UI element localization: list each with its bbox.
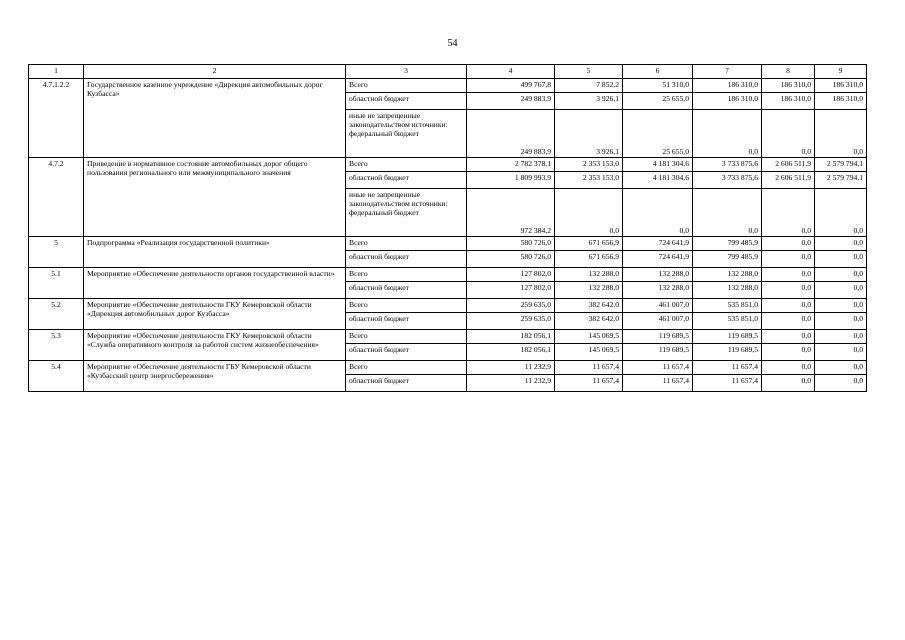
amount-cell: 11 232,9 bbox=[467, 375, 555, 392]
amount-cell: 0,0 bbox=[693, 110, 762, 158]
funding-source: Всего bbox=[346, 330, 467, 344]
table-row bbox=[29, 268, 867, 282]
amount-cell: 0,0 bbox=[762, 344, 815, 361]
amount-cell: 186 310,0 bbox=[762, 79, 815, 93]
amount-cell: 186 310,0 bbox=[762, 93, 815, 110]
amount-cell: 724 641,9 bbox=[623, 237, 693, 251]
row-title: Приведение в нормативное состояние автомобильных дорог общего пользования регионального или межмуниципального значения bbox=[84, 158, 346, 237]
amount-cell: 0,0 bbox=[815, 330, 867, 344]
amount-cell: 4 181 304,6 bbox=[623, 158, 693, 172]
amount-cell: 259 635,0 bbox=[467, 313, 555, 330]
amount-cell: 186 310,0 bbox=[693, 93, 762, 110]
amount-cell: 186 310,0 bbox=[693, 79, 762, 93]
amount-cell: 3 926,1 bbox=[555, 110, 623, 158]
amount-cell: 0,0 bbox=[762, 237, 815, 251]
amount-cell: 0,0 bbox=[815, 299, 867, 313]
amount-cell: 119 689,5 bbox=[693, 330, 762, 344]
table-row bbox=[29, 79, 867, 93]
amount-cell: 382 642,0 bbox=[555, 299, 623, 313]
amount-cell: 7 852,2 bbox=[555, 79, 623, 93]
table-row bbox=[29, 330, 867, 344]
column-header: 5 bbox=[555, 65, 623, 79]
amount-cell: 2 606 511,9 bbox=[762, 172, 815, 189]
amount-cell: 186 310,0 bbox=[815, 93, 867, 110]
row-code: 4.7.2 bbox=[29, 158, 84, 237]
funding-source: Всего bbox=[346, 268, 467, 282]
amount-cell: 0,0 bbox=[815, 237, 867, 251]
amount-cell: 11 657,4 bbox=[555, 361, 623, 375]
amount-cell: 132 288,0 bbox=[623, 268, 693, 282]
amount-cell: 580 726,0 bbox=[467, 237, 555, 251]
header-row bbox=[29, 65, 867, 79]
amount-cell: 25 655,0 bbox=[623, 110, 693, 158]
amount-cell: 249 883,9 bbox=[467, 93, 555, 110]
amount-cell: 119 689,5 bbox=[623, 330, 693, 344]
row-code: 5.3 bbox=[29, 330, 84, 361]
amount-cell: 580 726,0 bbox=[467, 251, 555, 268]
row-code: 5 bbox=[29, 237, 84, 268]
amount-cell: 535 851,0 bbox=[693, 313, 762, 330]
row-title: Мероприятие «Обеспечение деятельности органов государственной власти» bbox=[84, 268, 346, 299]
funding-source: иные не запрещенные законодательством источники: федеральный бюджет bbox=[346, 189, 467, 237]
table-row bbox=[29, 158, 867, 172]
amount-cell: 2 579 794,1 bbox=[815, 172, 867, 189]
amount-cell: 0,0 bbox=[762, 299, 815, 313]
amount-cell: 127 802,0 bbox=[467, 282, 555, 299]
amount-cell: 2 606 511,9 bbox=[762, 158, 815, 172]
amount-cell: 0,0 bbox=[815, 251, 867, 268]
row-title: Подпрограмма «Реализация государственной политики» bbox=[84, 237, 346, 268]
amount-cell: 132 288,0 bbox=[693, 268, 762, 282]
amount-cell: 51 310,0 bbox=[623, 79, 693, 93]
amount-cell: 145 069,5 bbox=[555, 344, 623, 361]
amount-cell: 0,0 bbox=[815, 344, 867, 361]
amount-cell: 3 733 875,6 bbox=[693, 172, 762, 189]
amount-cell: 0,0 bbox=[762, 251, 815, 268]
amount-cell: 11 657,4 bbox=[693, 361, 762, 375]
amount-cell: 186 310,0 bbox=[815, 79, 867, 93]
amount-cell: 182 056,1 bbox=[467, 330, 555, 344]
funding-source: областной бюджет bbox=[346, 282, 467, 299]
column-header: 6 bbox=[623, 65, 693, 79]
funding-source: областной бюджет bbox=[346, 313, 467, 330]
amount-cell: 0,0 bbox=[815, 268, 867, 282]
row-title: Мероприятие «Обеспечение деятельности ГБУ Кемеровской области «Кузбасский центр энергосбережения» bbox=[84, 361, 346, 392]
funding-source: Всего bbox=[346, 237, 467, 251]
row-code: 5.1 bbox=[29, 268, 84, 299]
row-title: Мероприятие «Обеспечение деятельности ГКУ Кемеровской области «Служба оперативного контроля за работой систем жизнеобеспечения» bbox=[84, 330, 346, 361]
amount-cell: 499 767,8 bbox=[467, 79, 555, 93]
amount-cell: 11 657,4 bbox=[623, 361, 693, 375]
amount-cell: 119 689,5 bbox=[623, 344, 693, 361]
amount-cell: 182 056,1 bbox=[467, 344, 555, 361]
amount-cell: 3 733 875,6 bbox=[693, 158, 762, 172]
row-title: Мероприятие «Обеспечение деятельности ГКУ Кемеровской области «Дирекция автомобильных дорог Кузбасса» bbox=[84, 299, 346, 330]
column-header: 4 bbox=[467, 65, 555, 79]
funding-source: Всего bbox=[346, 299, 467, 313]
amount-cell: 0,0 bbox=[762, 313, 815, 330]
funding-source: Всего bbox=[346, 79, 467, 93]
amount-cell: 0,0 bbox=[815, 110, 867, 158]
amount-cell: 799 485,9 bbox=[693, 237, 762, 251]
amount-cell: 132 288,0 bbox=[555, 268, 623, 282]
amount-cell: 132 288,0 bbox=[693, 282, 762, 299]
amount-cell: 0,0 bbox=[815, 282, 867, 299]
column-header: 8 bbox=[762, 65, 815, 79]
column-header: 2 bbox=[84, 65, 346, 79]
amount-cell: 0,0 bbox=[762, 268, 815, 282]
amount-cell: 0,0 bbox=[693, 189, 762, 237]
amount-cell: 2 782 378,1 bbox=[467, 158, 555, 172]
amount-cell: 671 656,9 bbox=[555, 237, 623, 251]
funding-source: областной бюджет bbox=[346, 251, 467, 268]
amount-cell: 382 642,0 bbox=[555, 313, 623, 330]
funding-source: областной бюджет bbox=[346, 172, 467, 189]
row-code: 4.7.1.2.2 bbox=[29, 79, 84, 158]
amount-cell: 0,0 bbox=[762, 282, 815, 299]
funding-source: иные не запрещенные законодательством источники: федеральный бюджет bbox=[346, 110, 467, 158]
amount-cell: 11 232,9 bbox=[467, 361, 555, 375]
table-row bbox=[29, 237, 867, 251]
amount-cell: 249 883,9 bbox=[467, 110, 555, 158]
page-number: 54 bbox=[447, 38, 458, 49]
table-row bbox=[29, 299, 867, 313]
amount-cell: 119 689,5 bbox=[693, 344, 762, 361]
funding-source: областной бюджет bbox=[346, 375, 467, 392]
amount-cell: 0,0 bbox=[815, 375, 867, 392]
funding-source: Всего bbox=[346, 361, 467, 375]
amount-cell: 127 802,0 bbox=[467, 268, 555, 282]
amount-cell: 0,0 bbox=[815, 361, 867, 375]
table-row bbox=[29, 361, 867, 375]
table-body bbox=[29, 65, 867, 392]
amount-cell: 461 007,0 bbox=[623, 313, 693, 330]
amount-cell: 461 007,0 bbox=[623, 299, 693, 313]
amount-cell: 11 657,4 bbox=[693, 375, 762, 392]
amount-cell: 2 353 153,0 bbox=[555, 158, 623, 172]
amount-cell: 132 288,0 bbox=[555, 282, 623, 299]
row-code: 5.2 bbox=[29, 299, 84, 330]
amount-cell: 724 641,9 bbox=[623, 251, 693, 268]
funding-source: областной бюджет bbox=[346, 344, 467, 361]
amount-cell: 0,0 bbox=[555, 189, 623, 237]
amount-cell: 671 656,9 bbox=[555, 251, 623, 268]
amount-cell: 535 851,0 bbox=[693, 299, 762, 313]
amount-cell: 145 069,5 bbox=[555, 330, 623, 344]
column-header: 3 bbox=[346, 65, 467, 79]
amount-cell: 799 485,9 bbox=[693, 251, 762, 268]
column-header: 1 bbox=[29, 65, 84, 79]
amount-cell: 132 288,0 bbox=[623, 282, 693, 299]
row-code: 5.4 bbox=[29, 361, 84, 392]
amount-cell: 0,0 bbox=[762, 110, 815, 158]
column-header: 9 bbox=[815, 65, 867, 79]
amount-cell: 0,0 bbox=[762, 330, 815, 344]
amount-cell: 4 181 304,6 bbox=[623, 172, 693, 189]
amount-cell: 259 635,0 bbox=[467, 299, 555, 313]
amount-cell: 2 579 794,1 bbox=[815, 158, 867, 172]
amount-cell: 0,0 bbox=[623, 189, 693, 237]
row-title: Государственное казенное учреждение «Дирекция автомобильных дорог Кузбасса» bbox=[84, 79, 346, 158]
amount-cell: 0,0 bbox=[815, 313, 867, 330]
amount-cell: 25 655,0 bbox=[623, 93, 693, 110]
column-header: 7 bbox=[693, 65, 762, 79]
funding-source: областной бюджет bbox=[346, 93, 467, 110]
amount-cell: 972 384,2 bbox=[467, 189, 555, 237]
amount-cell: 0,0 bbox=[815, 189, 867, 237]
amount-cell: 1 809 993,9 bbox=[467, 172, 555, 189]
amount-cell: 0,0 bbox=[762, 361, 815, 375]
amount-cell: 0,0 bbox=[762, 375, 815, 392]
funding-source: Всего bbox=[346, 158, 467, 172]
amount-cell: 11 657,4 bbox=[555, 375, 623, 392]
budget-table bbox=[28, 64, 867, 392]
amount-cell: 0,0 bbox=[762, 189, 815, 237]
amount-cell: 11 657,4 bbox=[623, 375, 693, 392]
amount-cell: 3 926,1 bbox=[555, 93, 623, 110]
amount-cell: 2 353 153,0 bbox=[555, 172, 623, 189]
